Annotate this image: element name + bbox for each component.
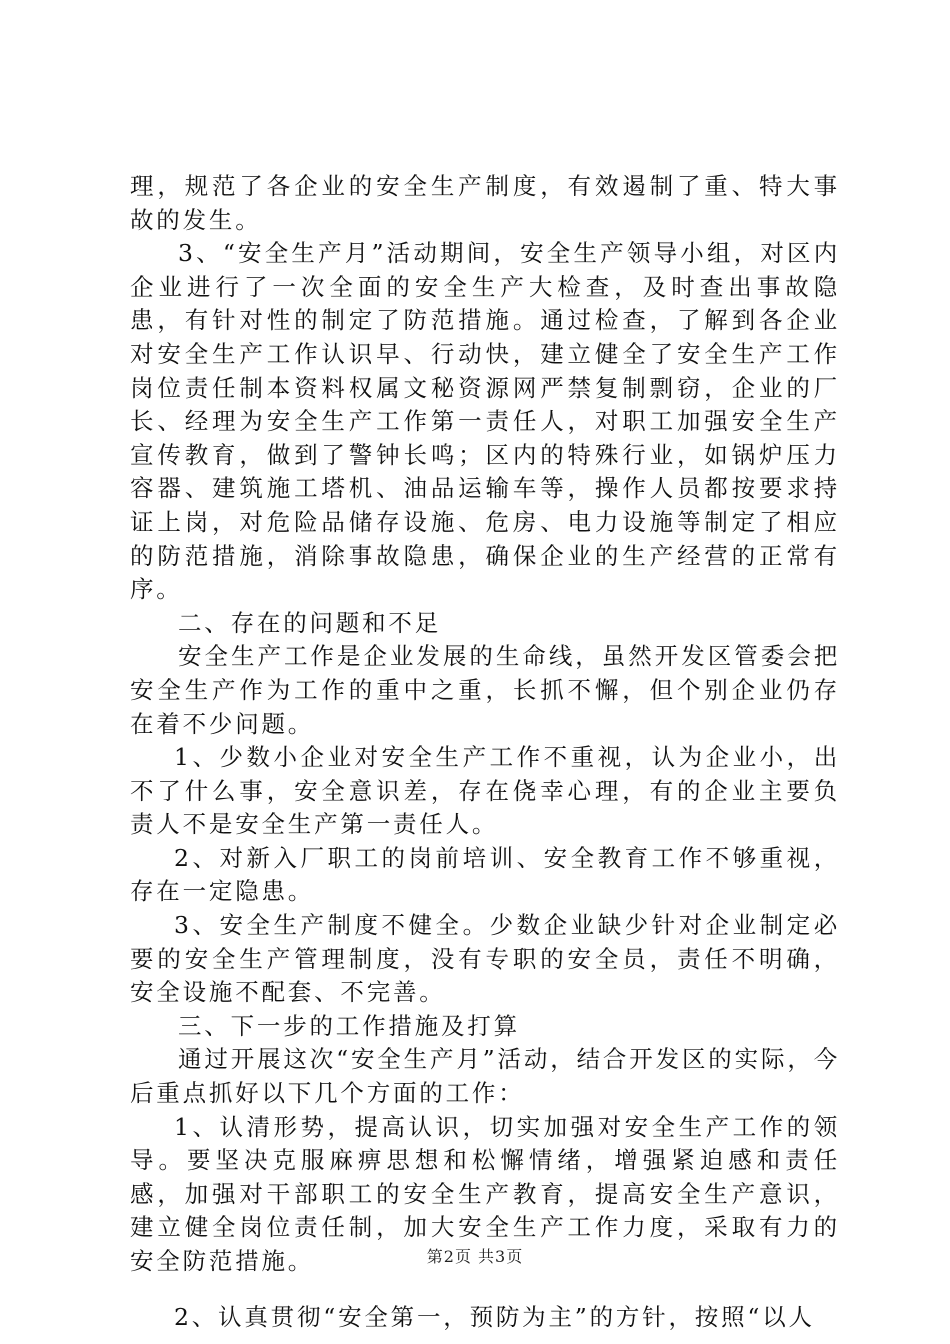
paragraph-problem-2: 2、对新入厂职工的岗前培训、安全教育工作不够重视，存在一定隐患。: [130, 843, 840, 906]
paragraph-measure-2: 2、认真贯彻“安全第一，预防为主”的方针，按照“以人: [174, 1302, 815, 1331]
document-body: [130, 170, 840, 1334]
paragraph-item-3-inspection: 3、“安全生产月”活动期间，安全生产领导小组，对区内企业进行了一次全面的安全生产大检查，及时查出事故隐患，有针对性的制定了防范措施。通过检查，了解到各企业对安全生产工作认识早、行动快，建立健全了安全生产工作岗位责任制本资料权属文秘资源网严禁复制剽窃，企业的厂长、经理为安全生产工作第一责任人，对职工加强安全生产宣传教育，做到了警钟长鸣；区内的特殊行业，如锅炉压力容器、建筑施工塔机、油品运输车等，操作人员都按要求持证上岗，对危险品储存设施、危房、电力设施等制定了相应的防范措施，消除事故隐患，确保企业的生产经营的正常有序。: [130, 239, 840, 604]
paragraph-problem-1: 1、少数小企业对安全生产工作不重视，认为企业小，出不了什么事，安全意识差，存在侥幸心理，有的企业主要负责人不是安全生产第一责任人。: [130, 743, 840, 839]
paragraph-measure-1: 1、认清形势，提高认识，切实加强对安全生产工作的领导。要坚决克服麻痹思想和松懈情绪，增强紧迫感和责任感，加强对干部职工的安全生产教育，提高安全生产意识，建立健全岗位责任制，加大安全生产工作力度，采取有力的安全防范措施。: [130, 1112, 840, 1275]
paragraph-problems-intro: 安全生产工作是企业发展的生命线，虽然开发区管委会把安全生产作为工作的重中之重，长抓不懈，但个别企业仍存在着不少问题。: [130, 642, 840, 738]
paragraph-continuation: 理，规范了各企业的安全生产制度，有效遏制了重、特大事故的发生。: [130, 172, 840, 234]
paragraph-next-steps-intro: 通过开展这次“安全生产月”活动，结合开发区的实际，今后重点抓好以下几个方面的工作：: [130, 1045, 840, 1108]
section-heading-next-steps: 三、下一步的工作措施及打算: [178, 1011, 520, 1040]
section-heading-problems: 二、存在的问题和不足: [178, 608, 441, 637]
paragraph-problem-3: 3、安全生产制度不健全。少数企业缺少针对企业制定必要的安全生产管理制度，没有专职的安全员，责任不明确，安全设施不配套、不完善。: [130, 911, 840, 1007]
page-number-footer: 第2页 共3页: [426, 1247, 524, 1266]
